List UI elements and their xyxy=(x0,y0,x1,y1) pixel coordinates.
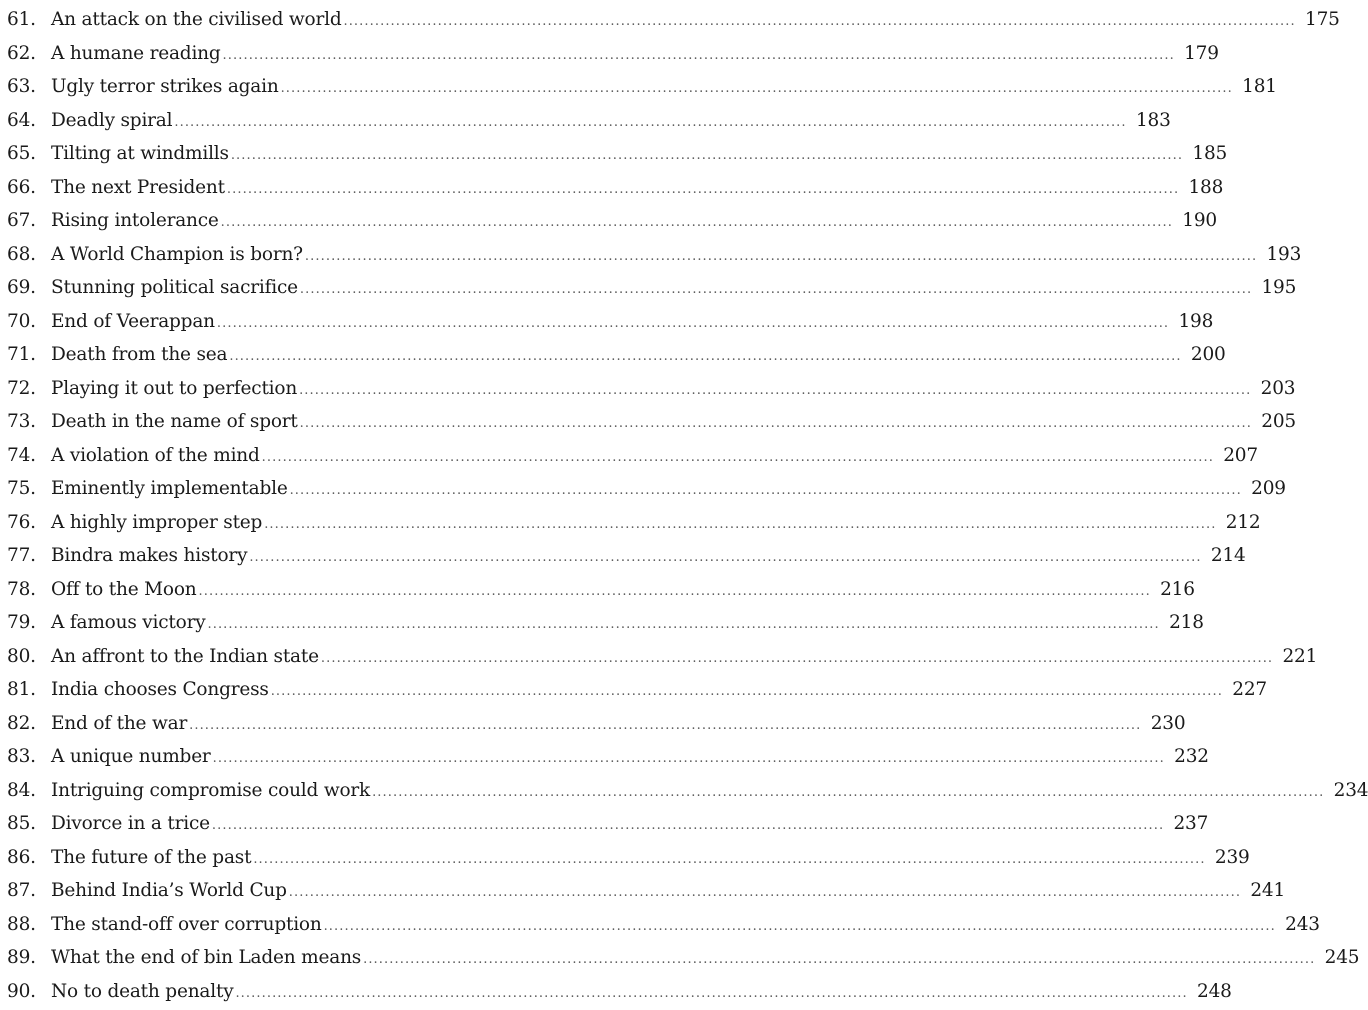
entry-page-number: 181 xyxy=(1241,70,1277,104)
toc-entry xyxy=(7,774,595,808)
dot-leader xyxy=(249,541,1201,575)
entry-title: Intriguing compromise could work xyxy=(51,774,370,808)
dot-leader xyxy=(321,642,1273,676)
entry-title: Behind India’s World Cup xyxy=(51,874,287,908)
dot-leader xyxy=(235,977,1187,1010)
entry-number: 66. xyxy=(7,171,51,205)
entry-page-number: 183 xyxy=(1135,104,1171,138)
toc-entry xyxy=(7,506,595,540)
entry-number: 84. xyxy=(7,774,51,808)
entry-page-number: 214 xyxy=(1210,539,1246,573)
toc-entry xyxy=(7,539,595,573)
entry-title: Divorce in a trice xyxy=(51,807,210,841)
entry-number: 62. xyxy=(7,37,51,71)
entry-title: Deadly spiral xyxy=(51,104,172,138)
entry-number: 74. xyxy=(7,439,51,473)
entry-page-number: 212 xyxy=(1225,506,1261,540)
dot-leader xyxy=(231,139,1183,173)
entry-page-number: 185 xyxy=(1191,137,1227,171)
dot-leader xyxy=(174,106,1126,140)
entry-title: A highly improper step xyxy=(51,506,262,540)
entry-page-number: 241 xyxy=(1249,874,1285,908)
entry-title: What the end of bin Laden means xyxy=(51,941,361,975)
entry-page-number: 207 xyxy=(1222,439,1258,473)
dot-leader xyxy=(290,474,1242,508)
entry-title: A World Champion is born? xyxy=(51,238,303,272)
entry-title: The future of the past xyxy=(51,841,251,875)
toc-entry xyxy=(7,606,595,640)
toc-entry xyxy=(7,271,595,305)
entry-page-number: 198 xyxy=(1177,305,1213,339)
entry-number: 61. xyxy=(7,3,51,37)
entry-page-number: 175 xyxy=(1304,3,1340,37)
entry-title: An attack on the civilised world xyxy=(51,3,341,37)
entry-page-number: 193 xyxy=(1265,238,1301,272)
entry-number: 83. xyxy=(7,740,51,774)
entry-title: A humane reading xyxy=(51,37,221,71)
entry-title: The next President xyxy=(51,171,225,205)
entry-title: End of Veerappan xyxy=(51,305,215,339)
entry-page-number: 239 xyxy=(1214,841,1250,875)
entry-number: 81. xyxy=(7,673,51,707)
entry-title: Playing it out to perfection xyxy=(51,372,297,406)
dot-leader xyxy=(217,307,1169,341)
entry-title: A violation of the mind xyxy=(51,439,260,473)
toc-entry xyxy=(7,472,595,506)
entry-page-number: 195 xyxy=(1260,271,1296,305)
entry-page-number: 221 xyxy=(1281,640,1317,674)
entry-title: Stunning political sacrifice xyxy=(51,271,298,305)
entry-number: 64. xyxy=(7,104,51,138)
dot-leader xyxy=(221,206,1173,240)
entry-number: 72. xyxy=(7,372,51,406)
toc-entry xyxy=(7,707,595,741)
entry-number: 79. xyxy=(7,606,51,640)
toc-entry xyxy=(7,405,595,439)
entry-title: Off to the Moon xyxy=(51,573,197,607)
entry-page-number: 227 xyxy=(1231,673,1267,707)
toc-entry xyxy=(7,70,595,104)
toc-entry xyxy=(7,104,595,138)
dot-leader xyxy=(227,173,1179,207)
toc-entry xyxy=(7,439,595,473)
entry-page-number: 203 xyxy=(1259,372,1295,406)
entry-number: 65. xyxy=(7,137,51,171)
toc-entry xyxy=(7,338,595,372)
entry-number: 88. xyxy=(7,908,51,942)
toc-entry xyxy=(7,908,595,942)
entry-page-number: 218 xyxy=(1168,606,1204,640)
entry-number: 75. xyxy=(7,472,51,506)
entry-title: The stand-off over corruption xyxy=(51,908,322,942)
entry-page-number: 209 xyxy=(1250,472,1286,506)
entry-title: An affront to the Indian state xyxy=(51,640,319,674)
entry-number: 89. xyxy=(7,941,51,975)
dot-leader xyxy=(229,340,1181,374)
toc-entry xyxy=(7,640,595,674)
entry-page-number: 190 xyxy=(1181,204,1217,238)
entry-number: 69. xyxy=(7,271,51,305)
dot-leader xyxy=(372,776,1324,810)
entry-title: No to death penalty xyxy=(51,975,233,1009)
entry-number: 71. xyxy=(7,338,51,372)
entry-page-number: 243 xyxy=(1284,908,1320,942)
dot-leader xyxy=(289,876,1241,910)
entry-title: Bindra makes history xyxy=(51,539,247,573)
toc-entry xyxy=(7,573,595,607)
entry-title: Rising intolerance xyxy=(51,204,219,238)
entry-page-number: 216 xyxy=(1159,573,1195,607)
entry-number: 67. xyxy=(7,204,51,238)
entry-page-number: 234 xyxy=(1332,774,1368,808)
entry-number: 70. xyxy=(7,305,51,339)
entry-number: 80. xyxy=(7,640,51,674)
entry-title: India chooses Congress xyxy=(51,673,269,707)
entry-number: 87. xyxy=(7,874,51,908)
dot-leader xyxy=(207,608,1159,642)
dot-leader xyxy=(324,910,1276,944)
dot-leader xyxy=(262,441,1214,475)
toc-entry xyxy=(7,238,595,272)
entry-page-number: 248 xyxy=(1196,975,1232,1009)
entry-number: 63. xyxy=(7,70,51,104)
toc-entry xyxy=(7,841,595,875)
toc-entry xyxy=(7,372,595,406)
entry-number: 76. xyxy=(7,506,51,540)
entry-page-number: 237 xyxy=(1172,807,1208,841)
entry-page-number: 188 xyxy=(1187,171,1223,205)
toc-entry xyxy=(7,305,595,339)
toc-entry xyxy=(7,673,595,707)
dot-leader xyxy=(363,943,1315,977)
toc-entry xyxy=(7,740,595,774)
entry-title: A famous victory xyxy=(51,606,205,640)
dot-leader xyxy=(281,72,1233,106)
entry-title: Tilting at windmills xyxy=(51,137,229,171)
entry-number: 68. xyxy=(7,238,51,272)
dot-leader xyxy=(300,273,1252,307)
toc-entry xyxy=(7,137,595,171)
toc-entry xyxy=(7,3,595,37)
toc-entry xyxy=(7,975,595,1009)
dot-leader xyxy=(299,374,1251,408)
toc-entry xyxy=(7,171,595,205)
entry-number: 78. xyxy=(7,573,51,607)
toc-entry xyxy=(7,874,595,908)
dot-leader xyxy=(213,742,1165,776)
entry-number: 77. xyxy=(7,539,51,573)
dot-leader xyxy=(189,709,1141,743)
entry-page-number: 205 xyxy=(1260,405,1296,439)
dot-leader xyxy=(223,39,1175,73)
entry-number: 90. xyxy=(7,975,51,1009)
entry-number: 85. xyxy=(7,807,51,841)
dot-leader xyxy=(264,508,1216,542)
entry-page-number: 232 xyxy=(1173,740,1209,774)
dot-leader xyxy=(271,675,1223,709)
entry-page-number: 230 xyxy=(1149,707,1185,741)
entry-page-number: 200 xyxy=(1190,338,1226,372)
entry-number: 86. xyxy=(7,841,51,875)
entry-title: A unique number xyxy=(51,740,211,774)
toc-entry xyxy=(7,941,595,975)
entry-title: End of the war xyxy=(51,707,187,741)
entry-number: 73. xyxy=(7,405,51,439)
entry-title: Death in the name of sport xyxy=(51,405,298,439)
entry-number: 82. xyxy=(7,707,51,741)
entry-page-number: 179 xyxy=(1183,37,1219,71)
toc-entry xyxy=(7,204,595,238)
entry-title: Eminently implementable xyxy=(51,472,288,506)
entry-page-number: 245 xyxy=(1323,941,1359,975)
dot-leader xyxy=(300,407,1252,441)
dot-leader xyxy=(253,843,1205,877)
entry-title: Ugly terror strikes again xyxy=(51,70,279,104)
table-of-contents xyxy=(7,3,595,1008)
toc-entry xyxy=(7,807,595,841)
dot-leader xyxy=(199,575,1151,609)
toc-entry xyxy=(7,37,595,71)
entry-title: Death from the sea xyxy=(51,338,227,372)
dot-leader xyxy=(212,809,1164,843)
dot-leader xyxy=(305,240,1257,274)
dot-leader xyxy=(343,5,1295,39)
